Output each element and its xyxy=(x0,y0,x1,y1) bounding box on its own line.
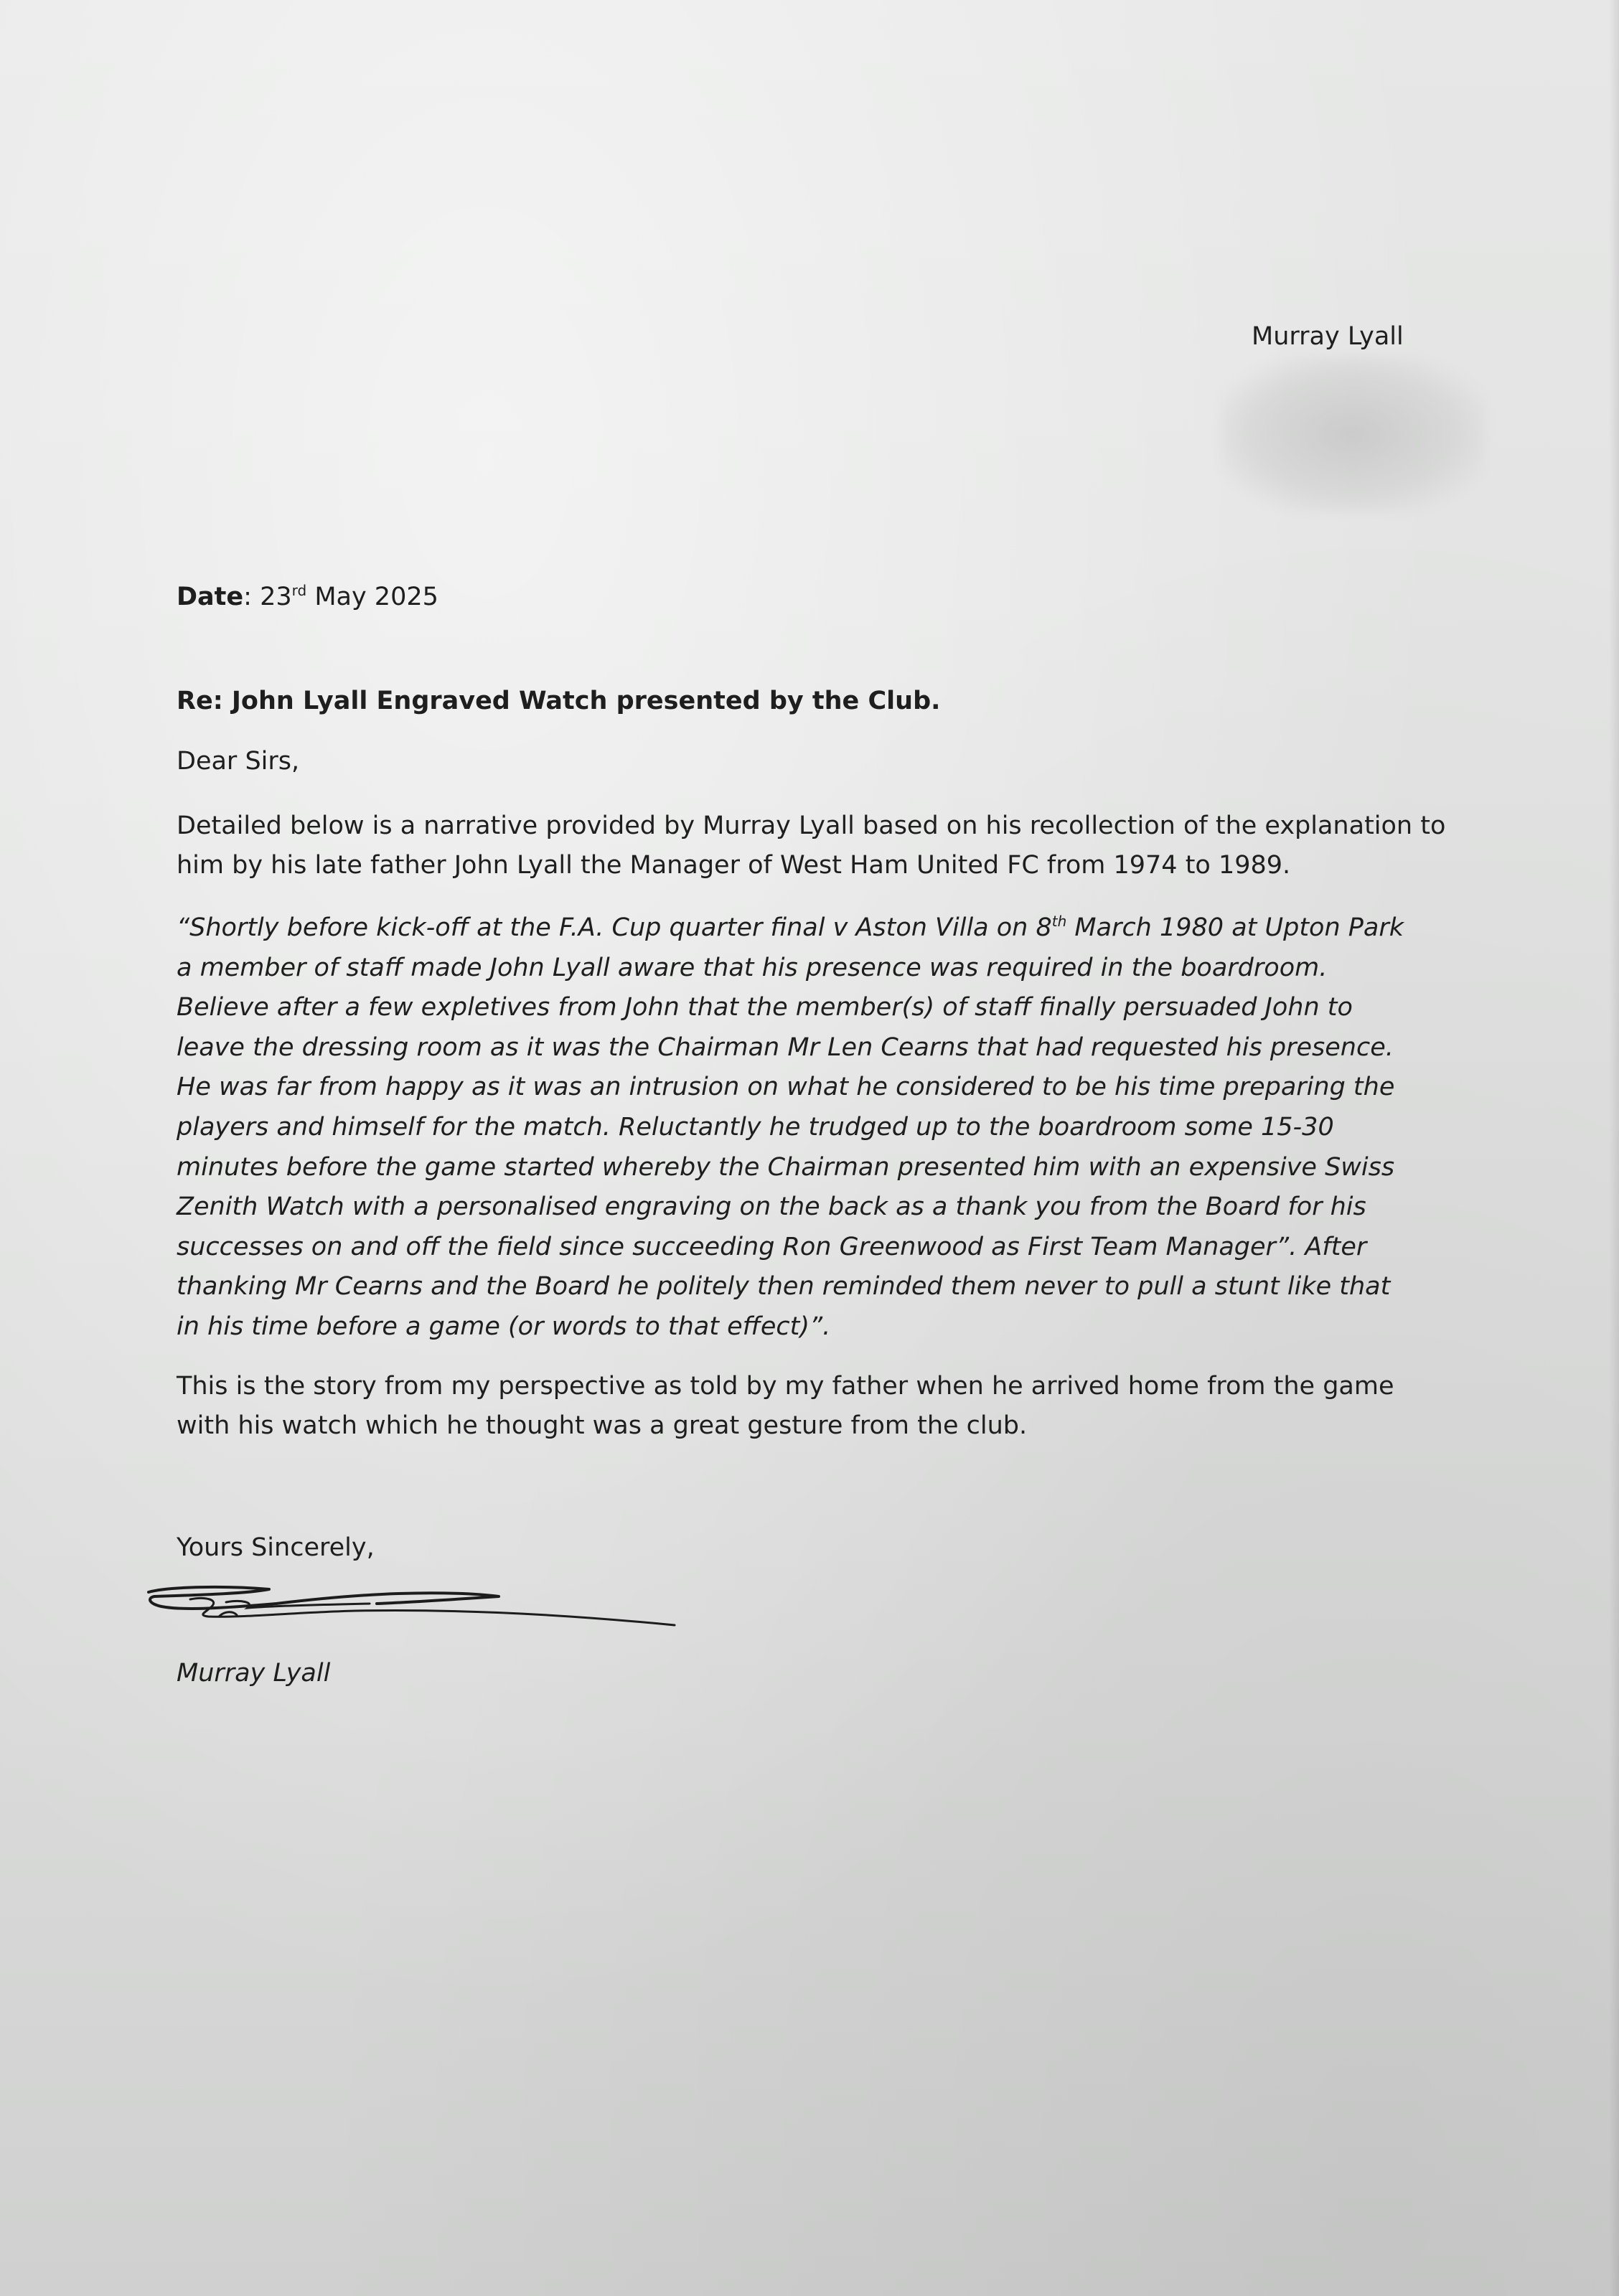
narrative-part-1: “Shortly before kick-off at the F.A. Cup quarter final v Aston Villa on 8 xyxy=(177,913,1052,942)
narrative-paragraph xyxy=(177,908,1411,1347)
intro-paragraph: Detailed below is a narrative provided by Murray Lyall based on his recollection of the explanation to him by his late father John Lyall the Manager of West Ham United FC from 1974 to 1989. xyxy=(177,811,1446,880)
letter-subject: Re: John Lyall Engraved Watch presented by the Club. xyxy=(177,687,941,715)
narrative-date-suffix: th xyxy=(1051,913,1067,930)
sender-name: Murray Lyall xyxy=(1252,322,1404,351)
redacted-address-block xyxy=(1220,355,1486,513)
handwritten-signature xyxy=(140,1575,693,1647)
date-rest: May 2025 xyxy=(306,583,438,611)
salutation: Dear Sirs, xyxy=(177,747,300,776)
date-day: 23 xyxy=(260,583,292,611)
sign-off: Yours Sincerely, xyxy=(177,1533,375,1562)
closing-paragraph: This is the story from my perspective as told by my father when he arrived home from the game with his watch which he thought was a great gesture from the club. xyxy=(177,1372,1394,1440)
signer-name: Murray Lyall xyxy=(177,1659,331,1688)
narrative-part-2: March 1980 at Upton Park a member of staff made John Lyall aware that his presence was required in the boardroom. Believe after a few expletives from John that the member(s) of staff finally persuaded John to leave the dressing room as it was the Chairman Mr Len Cearns that had requested his presence. He was far from happy as it was an intrusion on what he considered to be his time preparing the players and himself for the match. Reluctantly he trudged up to the boardroom some 15-30 minutes before the game started whereby the Chairman presented him with an expensive Swiss Zenith Watch with a personalised engraving on the back as a thank you from the Board for his successes on and off the field since succeeding Ron Greenwood as First Team Manager”. After thanking Mr Cearns and the Board he politely then reminded them never to pull a stunt like that in his time before a game (or words to that effect)”. xyxy=(177,913,1404,1341)
letter-date: Date: 23rd May 2025 xyxy=(177,582,438,611)
date-suffix: rd xyxy=(291,582,307,599)
date-label: Date xyxy=(177,583,244,611)
